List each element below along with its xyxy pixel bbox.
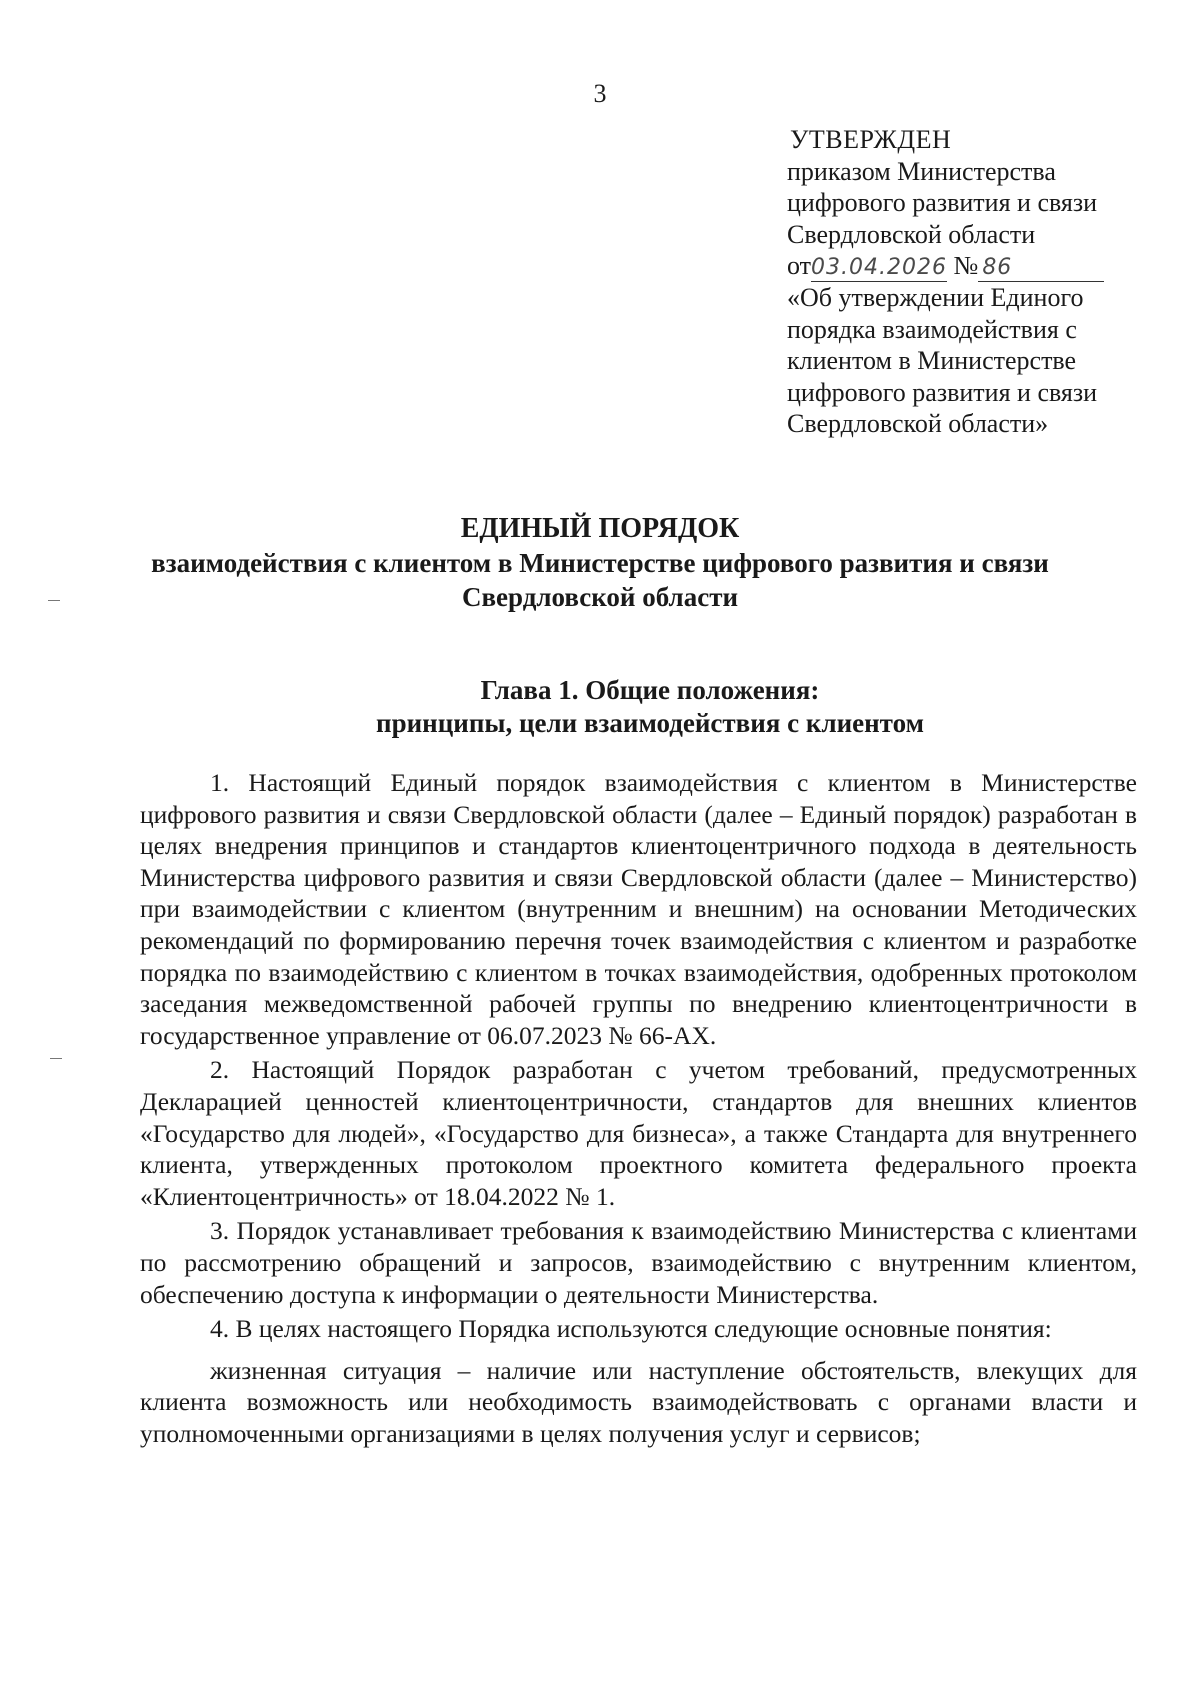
approval-line: цифрового развития и связи xyxy=(787,188,1098,217)
handwritten-number xyxy=(978,253,1104,282)
scan-artifact-mark xyxy=(50,1058,62,1059)
handwritten-date xyxy=(811,253,947,282)
approval-line: Свердловской области xyxy=(787,219,1036,249)
number-sign: № xyxy=(953,251,979,280)
paragraph: 1. Настоящий Единый порядок взаимодействия с клиентом в Министерстве цифрового развития и связи Свердловской области (далее – Единый порядок) разработан в целях внедрения принципов и стандартов клиентоцентричного подхода в деятельность Министерства цифрового развития и связи Свердловской области (далее – Министерство) при взаимодействии с клиентом (внутренним и внешним) на основании Методических рекомендаций по формированию перечня точек взаимодействия с клиентом и разработке порядка по взаимодействию с клиентом в точках взаимодействия, одобренных протоколом заседания межведомственной рабочей группы по внедрению клиентоцентричности в государственное управление от 06.07.2023 № 66-АХ. xyxy=(140,768,1137,1050)
document-body xyxy=(140,767,1137,1452)
number-value: 86 xyxy=(982,255,1013,280)
approval-stamp-block xyxy=(787,124,1127,440)
approval-date-line xyxy=(787,250,1127,282)
definition-paragraph: жизненная ситуация – наличие или наступление обстоятельств, влекущих для клиента возможность или необходимость взаимодействовать с органами власти и уполномоченными организациями в целях получения услуг и сервисов; xyxy=(140,1355,1137,1448)
date-value: 03.04.2026 xyxy=(811,255,947,280)
order-title-line: Свердловской области» xyxy=(787,409,1049,438)
order-title-line: «Об утверждении Единого xyxy=(787,283,1084,312)
chapter-heading: Глава 1. Общие положения: xyxy=(480,675,820,705)
document-subtitle: взаимодействия с клиентом в Министерстве цифрового развития и связи xyxy=(151,548,1049,578)
order-title-line: порядка взаимодействия с xyxy=(787,314,1077,344)
paragraph: 2. Настоящий Порядок разработан с учетом требований, предусмотренных Декларацией ценностей клиентоцентричности, стандартов для внешних клиентов «Государство для людей», «Государство для бизнеса», а также Стандарта для внутреннего клиента, утвержденных протоколом проектного комитета федерального проекта «Клиентоцентричность» от 18.04.2022 № 1. xyxy=(140,1055,1137,1211)
document-subtitle: Свердловской области xyxy=(461,582,739,612)
approval-line: приказом Министерства xyxy=(787,156,1056,186)
order-title-line: цифрового развития и связи xyxy=(787,377,1098,407)
approval-title: УТВЕРЖДЕН xyxy=(790,125,952,154)
date-prefix: от xyxy=(787,251,812,280)
paragraph: 3. Порядок устанавливает требования к взаимодействию Министерства с клиентами по рассмотрению обращений и запросов, взаимодействию с внутренним клиентом, обеспечению доступа к информации о деятельности Министерства. xyxy=(140,1216,1137,1309)
order-title-line: клиентом в Министерстве xyxy=(787,346,1077,375)
chapter-subheading: принципы, цели взаимодействия с клиентом xyxy=(376,708,924,738)
paragraph: 4. В целях настоящего Порядка используются следующие основные понятия: xyxy=(210,1314,1052,1344)
document-title: ЕДИНЫЙ ПОРЯДОК xyxy=(460,513,740,544)
page-number: 3 xyxy=(593,79,607,108)
